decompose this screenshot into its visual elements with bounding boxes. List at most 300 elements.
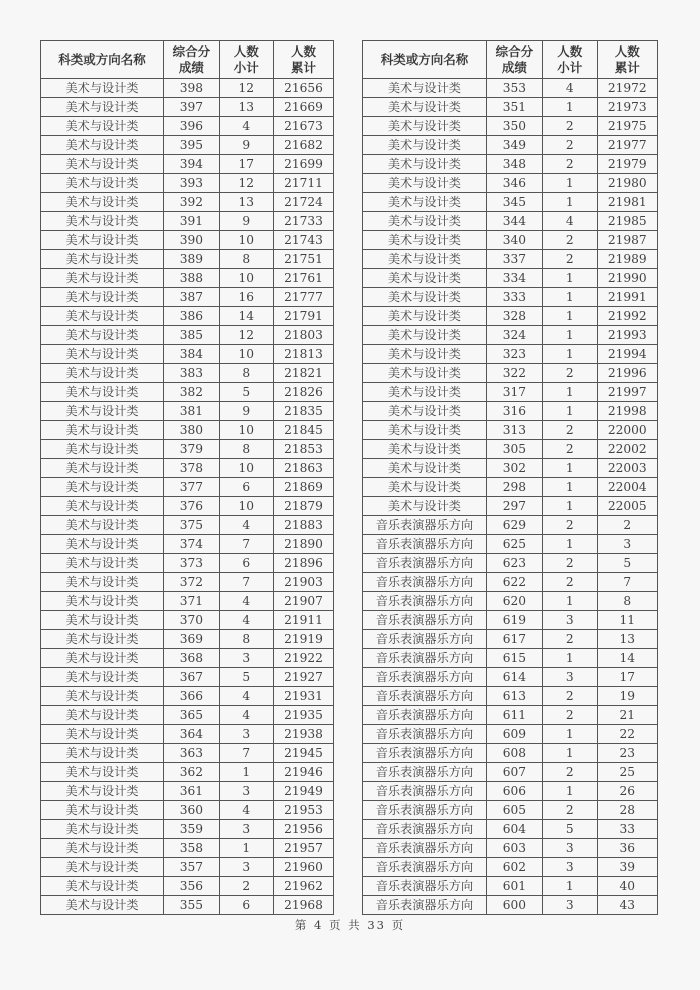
table-cell: 21835 xyxy=(273,402,333,421)
column-header xyxy=(164,41,220,79)
column-header xyxy=(273,41,333,79)
table-cell: 2 xyxy=(597,516,658,535)
table-cell: 音乐表演器乐方向 xyxy=(363,744,487,763)
table-cell: 43 xyxy=(597,896,658,915)
table-cell: 21979 xyxy=(597,155,658,174)
table-cell: 395 xyxy=(164,136,220,155)
table-cell: 385 xyxy=(164,326,220,345)
table-row xyxy=(363,421,658,440)
table-cell: 美术与设计类 xyxy=(41,573,164,592)
table-cell: 美术与设计类 xyxy=(41,326,164,345)
table-cell: 1 xyxy=(542,592,597,611)
table-cell: 3 xyxy=(219,820,273,839)
table-row xyxy=(41,782,334,801)
table-cell: 美术与设计类 xyxy=(41,877,164,896)
table-cell: 7 xyxy=(219,535,273,554)
table-cell: 22000 xyxy=(597,421,658,440)
column-header xyxy=(486,41,542,79)
table-cell: 355 xyxy=(164,896,220,915)
table-cell: 609 xyxy=(486,725,542,744)
table-cell: 美术与设计类 xyxy=(41,98,164,117)
table-cell: 21656 xyxy=(273,79,333,98)
table-row xyxy=(41,535,334,554)
table-cell: 3 xyxy=(597,535,658,554)
table-cell: 617 xyxy=(486,630,542,649)
table-cell: 3 xyxy=(542,611,597,630)
table-cell: 613 xyxy=(486,687,542,706)
table-cell: 4 xyxy=(219,687,273,706)
table-row xyxy=(41,706,334,725)
table-cell: 21711 xyxy=(273,174,333,193)
table-cell: 21907 xyxy=(273,592,333,611)
table-cell: 美术与设计类 xyxy=(41,839,164,858)
table-cell: 2 xyxy=(542,155,597,174)
table-cell: 373 xyxy=(164,554,220,573)
table-row xyxy=(41,459,334,478)
table-cell: 21981 xyxy=(597,193,658,212)
table-cell: 21826 xyxy=(273,383,333,402)
table-cell: 21791 xyxy=(273,307,333,326)
table-row xyxy=(41,364,334,383)
table-cell: 21821 xyxy=(273,364,333,383)
table-cell: 21993 xyxy=(597,326,658,345)
table-cell: 21997 xyxy=(597,383,658,402)
table-row xyxy=(363,250,658,269)
table-row xyxy=(363,307,658,326)
table-cell: 1 xyxy=(542,782,597,801)
table-row xyxy=(41,79,334,98)
table-cell: 美术与设计类 xyxy=(41,668,164,687)
table-cell: 10 xyxy=(219,345,273,364)
table-header-left xyxy=(41,41,334,79)
table-cell: 5 xyxy=(219,383,273,402)
table-cell: 21751 xyxy=(273,250,333,269)
table-cell: 345 xyxy=(486,193,542,212)
table-cell: 美术与设计类 xyxy=(363,326,487,345)
table-cell: 3 xyxy=(542,839,597,858)
table-cell: 5 xyxy=(597,554,658,573)
table-cell: 美术与设计类 xyxy=(41,421,164,440)
table-cell: 316 xyxy=(486,402,542,421)
table-cell: 2 xyxy=(542,516,597,535)
table-cell: 21733 xyxy=(273,212,333,231)
table-cell: 1 xyxy=(542,98,597,117)
table-cell: 393 xyxy=(164,174,220,193)
table-cell: 音乐表演器乐方向 xyxy=(363,535,487,554)
table-row xyxy=(41,801,334,820)
table-cell: 368 xyxy=(164,649,220,668)
table-cell: 10 xyxy=(219,269,273,288)
table-cell: 2 xyxy=(542,136,597,155)
table-cell: 1 xyxy=(542,307,597,326)
table-cell: 382 xyxy=(164,383,220,402)
table-cell: 13 xyxy=(597,630,658,649)
table-cell: 379 xyxy=(164,440,220,459)
table-cell: 390 xyxy=(164,231,220,250)
table-cell: 21673 xyxy=(273,117,333,136)
table-cell: 21985 xyxy=(597,212,658,231)
table-cell: 22003 xyxy=(597,459,658,478)
table-cell: 10 xyxy=(219,231,273,250)
table-row xyxy=(41,744,334,763)
table-cell: 21957 xyxy=(273,839,333,858)
table-row xyxy=(41,478,334,497)
table-cell: 美术与设计类 xyxy=(363,193,487,212)
table-cell: 606 xyxy=(486,782,542,801)
table-row xyxy=(41,421,334,440)
table-cell: 3 xyxy=(542,858,597,877)
table-cell: 1 xyxy=(542,174,597,193)
table-cell: 美术与设计类 xyxy=(41,611,164,630)
table-cell: 11 xyxy=(597,611,658,630)
table-cell: 362 xyxy=(164,763,220,782)
table-cell: 美术与设计类 xyxy=(41,345,164,364)
table-cell: 21968 xyxy=(273,896,333,915)
table-cell: 音乐表演器乐方向 xyxy=(363,820,487,839)
table-cell: 614 xyxy=(486,668,542,687)
table-row xyxy=(363,117,658,136)
table-cell: 21777 xyxy=(273,288,333,307)
table-cell: 8 xyxy=(597,592,658,611)
table-cell: 21869 xyxy=(273,478,333,497)
table-row xyxy=(363,212,658,231)
table-cell: 美术与设计类 xyxy=(41,763,164,782)
table-cell: 2 xyxy=(542,250,597,269)
table-cell: 359 xyxy=(164,820,220,839)
table-cell: 21960 xyxy=(273,858,333,877)
table-cell: 371 xyxy=(164,592,220,611)
table-cell: 357 xyxy=(164,858,220,877)
page-number-footer: 第 4 页 共 33 页 xyxy=(294,918,406,932)
table-row xyxy=(363,288,658,307)
table-cell: 美术与设计类 xyxy=(363,117,487,136)
table-cell: 317 xyxy=(486,383,542,402)
table-cell: 1 xyxy=(542,269,597,288)
table-cell: 美术与设计类 xyxy=(41,212,164,231)
column-header-line: 成绩 xyxy=(178,59,204,75)
table-cell: 美术与设计类 xyxy=(363,155,487,174)
table-cell: 623 xyxy=(486,554,542,573)
table-cell: 6 xyxy=(219,896,273,915)
table-cell: 26 xyxy=(597,782,658,801)
table-row xyxy=(41,592,334,611)
table-cell: 音乐表演器乐方向 xyxy=(363,839,487,858)
table-cell: 美术与设计类 xyxy=(363,459,487,478)
table-cell: 323 xyxy=(486,345,542,364)
table-cell: 21980 xyxy=(597,174,658,193)
table-cell: 19 xyxy=(597,687,658,706)
table-cell: 美术与设计类 xyxy=(41,820,164,839)
table-row xyxy=(363,649,658,668)
table-row xyxy=(363,516,658,535)
table-cell: 298 xyxy=(486,478,542,497)
table-cell: 622 xyxy=(486,573,542,592)
table-cell: 1 xyxy=(542,345,597,364)
table-cell: 21962 xyxy=(273,877,333,896)
table-cell: 2 xyxy=(542,573,597,592)
column-header-line: 科类或方向名称 xyxy=(380,51,469,67)
table-cell: 美术与设计类 xyxy=(41,535,164,554)
table-row xyxy=(363,345,658,364)
table-cell: 21987 xyxy=(597,231,658,250)
table-cell: 9 xyxy=(219,136,273,155)
table-cell: 21956 xyxy=(273,820,333,839)
table-cell: 21989 xyxy=(597,250,658,269)
table-cell: 美术与设计类 xyxy=(363,478,487,497)
table-cell: 1 xyxy=(542,402,597,421)
table-row xyxy=(41,839,334,858)
table-row xyxy=(363,611,658,630)
table-cell: 605 xyxy=(486,801,542,820)
table-cell: 美术与设计类 xyxy=(363,307,487,326)
column-header-line: 成绩 xyxy=(501,59,527,75)
table-cell: 21853 xyxy=(273,440,333,459)
table-cell: 21879 xyxy=(273,497,333,516)
table-row xyxy=(363,478,658,497)
table-row xyxy=(363,896,658,915)
column-header-line: 小计 xyxy=(233,59,259,75)
table-cell: 346 xyxy=(486,174,542,193)
table-row xyxy=(363,193,658,212)
table-cell: 12 xyxy=(219,326,273,345)
table-cell: 8 xyxy=(219,250,273,269)
column-header xyxy=(363,41,487,79)
table-cell: 21992 xyxy=(597,307,658,326)
table-cell: 21863 xyxy=(273,459,333,478)
table-cell: 21931 xyxy=(273,687,333,706)
table-cell: 33 xyxy=(597,820,658,839)
table-cell: 2 xyxy=(542,630,597,649)
table-cell: 21669 xyxy=(273,98,333,117)
table-body-right xyxy=(363,79,658,915)
table-row xyxy=(41,573,334,592)
table-cell: 328 xyxy=(486,307,542,326)
table-cell: 21803 xyxy=(273,326,333,345)
table-row xyxy=(41,858,334,877)
table-cell: 375 xyxy=(164,516,220,535)
table-cell: 音乐表演器乐方向 xyxy=(363,516,487,535)
table-cell: 2 xyxy=(542,687,597,706)
table-cell: 美术与设计类 xyxy=(363,136,487,155)
table-cell: 美术与设计类 xyxy=(41,706,164,725)
table-cell: 美术与设计类 xyxy=(363,98,487,117)
table-cell: 21935 xyxy=(273,706,333,725)
column-header-line: 人数 xyxy=(233,43,259,59)
table-row xyxy=(363,744,658,763)
table-cell: 2 xyxy=(542,231,597,250)
table-cell: 389 xyxy=(164,250,220,269)
table-cell: 603 xyxy=(486,839,542,858)
table-row xyxy=(41,307,334,326)
column-header-line: 人数 xyxy=(290,43,316,59)
table-row xyxy=(41,193,334,212)
table-cell: 17 xyxy=(219,155,273,174)
table-cell: 21975 xyxy=(597,117,658,136)
table-row xyxy=(41,630,334,649)
table-cell: 9 xyxy=(219,212,273,231)
table-cell: 音乐表演器乐方向 xyxy=(363,630,487,649)
table-cell: 25 xyxy=(597,763,658,782)
column-header-line: 科类或方向名称 xyxy=(58,51,146,67)
table-cell: 36 xyxy=(597,839,658,858)
table-cell: 美术与设计类 xyxy=(41,117,164,136)
table-cell: 12 xyxy=(219,174,273,193)
table-row xyxy=(41,896,334,915)
table-cell: 39 xyxy=(597,858,658,877)
table-row xyxy=(41,288,334,307)
table-row xyxy=(41,174,334,193)
table-row xyxy=(363,535,658,554)
table-cell: 360 xyxy=(164,801,220,820)
table-cell: 337 xyxy=(486,250,542,269)
table-cell: 1 xyxy=(542,725,597,744)
table-row xyxy=(41,231,334,250)
table-cell: 22002 xyxy=(597,440,658,459)
table-cell: 387 xyxy=(164,288,220,307)
table-cell: 22005 xyxy=(597,497,658,516)
table-cell: 376 xyxy=(164,497,220,516)
table-cell: 1 xyxy=(219,839,273,858)
table-cell: 608 xyxy=(486,744,542,763)
score-table-left-container xyxy=(40,40,334,915)
table-row xyxy=(41,440,334,459)
table-cell: 3 xyxy=(219,858,273,877)
table-cell: 361 xyxy=(164,782,220,801)
table-row xyxy=(41,649,334,668)
table-cell: 21945 xyxy=(273,744,333,763)
table-cell: 4 xyxy=(219,117,273,136)
table-row xyxy=(363,136,658,155)
table-cell: 美术与设计类 xyxy=(41,269,164,288)
table-cell: 28 xyxy=(597,801,658,820)
table-cell: 音乐表演器乐方向 xyxy=(363,877,487,896)
table-cell: 2 xyxy=(542,117,597,136)
table-row xyxy=(41,820,334,839)
table-row xyxy=(41,117,334,136)
table-cell: 21938 xyxy=(273,725,333,744)
table-cell: 383 xyxy=(164,364,220,383)
table-cell: 297 xyxy=(486,497,542,516)
table-cell: 1 xyxy=(542,383,597,402)
table-row xyxy=(363,402,658,421)
table-cell: 600 xyxy=(486,896,542,915)
table-cell: 21845 xyxy=(273,421,333,440)
table-row xyxy=(363,79,658,98)
table-cell: 13 xyxy=(219,193,273,212)
table-body-left xyxy=(41,79,334,915)
table-cell: 美术与设计类 xyxy=(41,307,164,326)
column-header-line: 累计 xyxy=(614,59,640,75)
table-cell: 美术与设计类 xyxy=(363,383,487,402)
table-cell: 607 xyxy=(486,763,542,782)
table-cell: 21922 xyxy=(273,649,333,668)
table-cell: 美术与设计类 xyxy=(41,725,164,744)
column-header-line: 综合分 xyxy=(172,43,211,59)
table-cell: 21919 xyxy=(273,630,333,649)
table-cell: 1 xyxy=(542,193,597,212)
table-cell: 21682 xyxy=(273,136,333,155)
table-cell: 美术与设计类 xyxy=(41,478,164,497)
table-cell: 音乐表演器乐方向 xyxy=(363,554,487,573)
column-header-line: 人数 xyxy=(614,43,640,59)
table-cell: 388 xyxy=(164,269,220,288)
table-cell: 348 xyxy=(486,155,542,174)
table-cell: 美术与设计类 xyxy=(363,345,487,364)
table-row xyxy=(41,383,334,402)
table-cell: 美术与设计类 xyxy=(363,402,487,421)
table-row xyxy=(363,877,658,896)
table-cell: 美术与设计类 xyxy=(363,421,487,440)
table-cell: 21996 xyxy=(597,364,658,383)
table-cell: 美术与设计类 xyxy=(41,554,164,573)
table-row xyxy=(363,573,658,592)
table-cell: 4 xyxy=(219,516,273,535)
table-cell: 美术与设计类 xyxy=(41,649,164,668)
table-cell: 美术与设计类 xyxy=(363,212,487,231)
table-cell: 380 xyxy=(164,421,220,440)
table-cell: 13 xyxy=(219,98,273,117)
table-cell: 21813 xyxy=(273,345,333,364)
table-cell: 3 xyxy=(219,725,273,744)
table-cell: 7 xyxy=(597,573,658,592)
table-cell: 8 xyxy=(219,364,273,383)
table-cell: 10 xyxy=(219,421,273,440)
table-cell: 381 xyxy=(164,402,220,421)
table-cell: 21949 xyxy=(273,782,333,801)
table-cell: 21953 xyxy=(273,801,333,820)
table-cell: 386 xyxy=(164,307,220,326)
column-header-line: 小计 xyxy=(557,59,583,75)
table-cell: 2 xyxy=(542,801,597,820)
table-row xyxy=(41,212,334,231)
table-cell: 365 xyxy=(164,706,220,725)
table-cell: 美术与设计类 xyxy=(363,440,487,459)
column-header-line: 人数 xyxy=(557,43,583,59)
table-cell: 美术与设计类 xyxy=(363,231,487,250)
table-cell: 美术与设计类 xyxy=(41,174,164,193)
table-row xyxy=(41,687,334,706)
table-cell: 音乐表演器乐方向 xyxy=(363,687,487,706)
column-header-line: 累计 xyxy=(290,59,316,75)
table-cell: 3 xyxy=(542,896,597,915)
table-cell: 21 xyxy=(597,706,658,725)
table-cell: 美术与设计类 xyxy=(363,497,487,516)
table-row xyxy=(363,98,658,117)
table-cell: 2 xyxy=(542,706,597,725)
table-row xyxy=(41,554,334,573)
table-cell: 21994 xyxy=(597,345,658,364)
table-cell: 美术与设计类 xyxy=(363,174,487,193)
table-cell: 370 xyxy=(164,611,220,630)
table-cell: 334 xyxy=(486,269,542,288)
table-row xyxy=(363,440,658,459)
table-cell: 4 xyxy=(219,801,273,820)
table-row xyxy=(41,345,334,364)
table-cell: 398 xyxy=(164,79,220,98)
table-cell: 350 xyxy=(486,117,542,136)
table-cell: 美术与设计类 xyxy=(41,155,164,174)
table-cell: 21761 xyxy=(273,269,333,288)
table-cell: 21699 xyxy=(273,155,333,174)
table-cell: 21977 xyxy=(597,136,658,155)
table-cell: 333 xyxy=(486,288,542,307)
table-cell: 音乐表演器乐方向 xyxy=(363,573,487,592)
table-cell: 21896 xyxy=(273,554,333,573)
table-cell: 2 xyxy=(542,421,597,440)
table-cell: 美术与设计类 xyxy=(41,231,164,250)
table-cell: 2 xyxy=(542,440,597,459)
table-cell: 16 xyxy=(219,288,273,307)
